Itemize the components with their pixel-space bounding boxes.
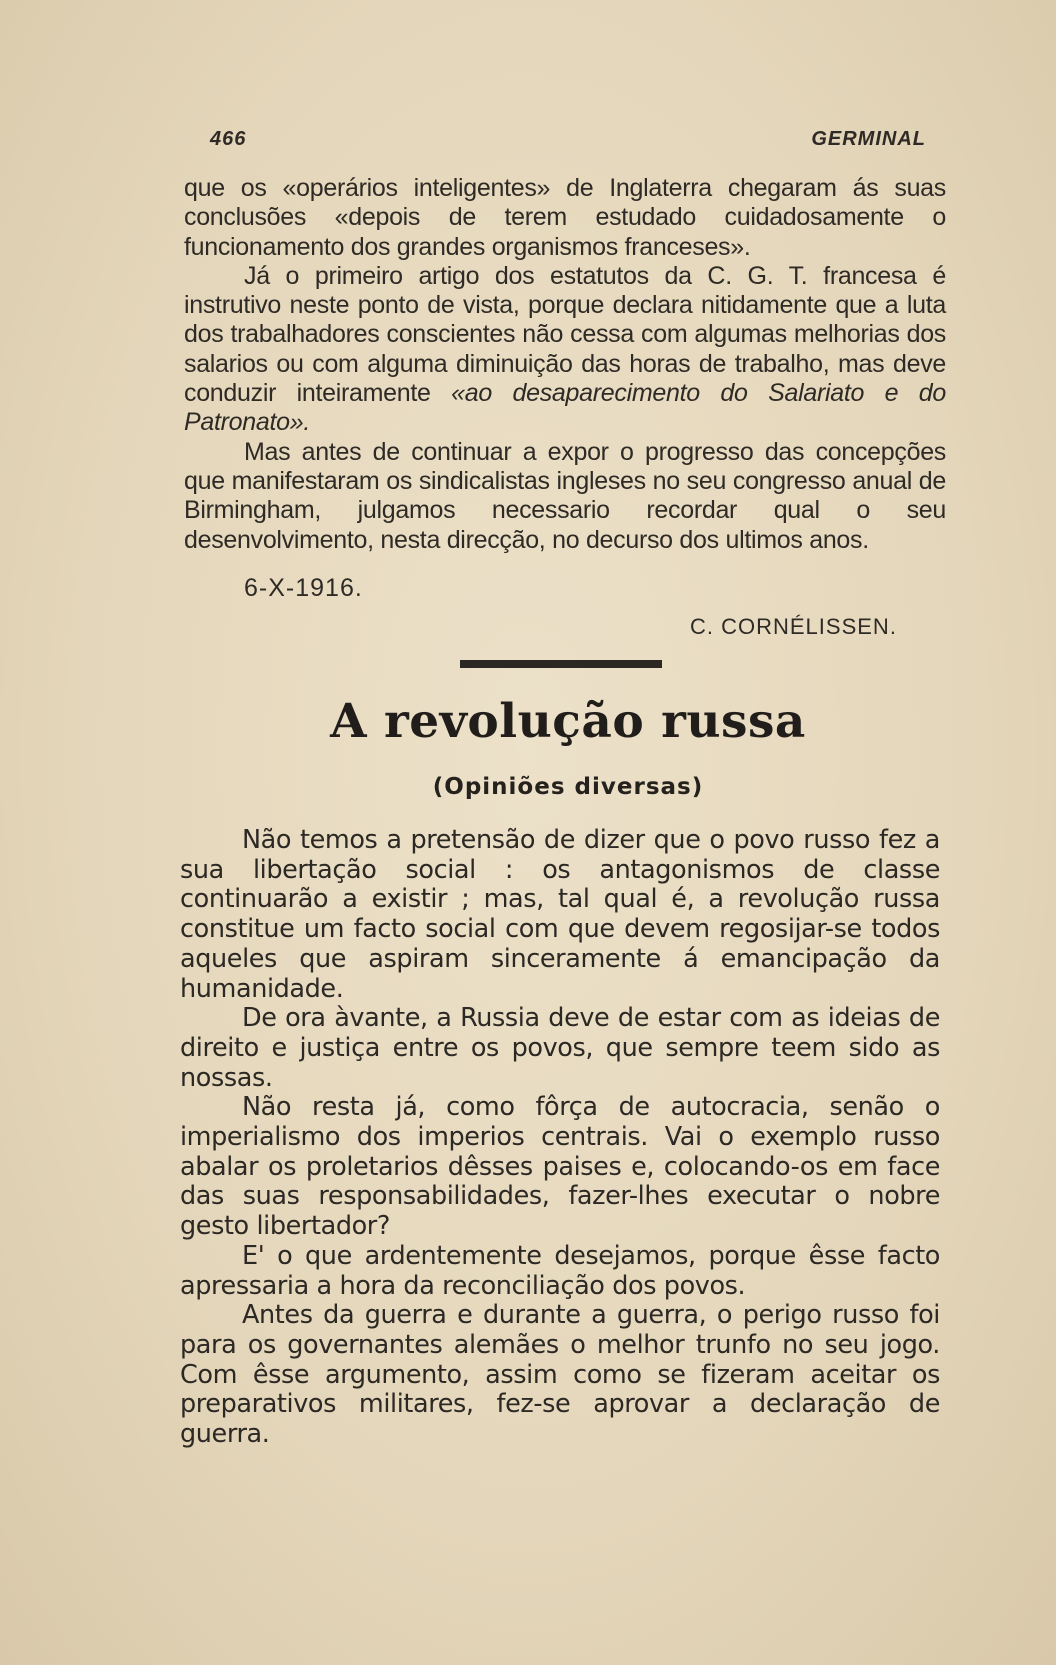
article-body xyxy=(180,826,940,1450)
italic-quote: «ao desaparecimento do Salariato e do Patronato». xyxy=(184,379,946,437)
paragraph: Antes da guerra e durante a guerra, o perigo russo foi para os governantes alemães o melhor trunfo no seu jogo. Com êsse argumento, assim como se fizeram aceitar os preparativos militares, fez-se aprovar a declaração de guerra. xyxy=(180,1300,940,1450)
author-signature: C. CORNÉLISSEN. xyxy=(690,614,897,639)
paragraph: E' o que ardentemente desejamos, porque êsse facto apressaria a hora da reconciliação dos povos. xyxy=(180,1240,940,1301)
running-head xyxy=(210,128,926,156)
paragraph: que os «operários inteligentes» de Inglaterra chegaram ás suas conclusões «depois de terem estudado cuidadosamente o funcionamento dos grandes organismos franceses». xyxy=(184,174,946,261)
paragraph: De ora àvante, a Russia deve de estar com as ideias de direito e justiça entre os povos, que sempre teem sido as nossas. xyxy=(180,1003,940,1093)
paragraph: Não resta já, como fôrça de autocracia, senão o imperialismo dos imperios centrais. Vai o exemplo russo abalar os proletarios dêsses paises e, colocando-os em face das suas responsabilidades, fazer-lhes executar o nobre gesto libertador? xyxy=(180,1092,940,1242)
previous-article-ending xyxy=(184,174,946,555)
paragraph: Mas antes de continuar a expor o progresso das concepções que manifestaram os sindicalistas ingleses no seu congresso anual de Birmingham, julgamos necessario recordar qual o seu desenvolvimento, nesta direcção, no decurso dos ultimos anos. xyxy=(184,437,946,554)
paragraph xyxy=(184,262,946,438)
journal-title: GERMINAL xyxy=(811,128,926,150)
paragraph-text: Já o primeiro artigo dos estatutos da C. G. T. francesa é instrutivo neste ponto de vista, porque declara nitidamente que a luta dos trabalhadores conscientes não cessa com algumas melhorias dos salarios ou com alguma diminuição das horas de trabalho, mas deve conduzir inteiramente xyxy=(184,261,946,408)
paragraph: Não temos a pretensão de dizer que o povo russo fez a sua libertação social : os antagonismos de classe continuarão a existir ; mas, tal qual é, a revolução russa constitue um facto social com que devem regosijar-se todos aqueles que aspiram sinceramente á emancipação da humanidade. xyxy=(180,825,940,1004)
section-divider xyxy=(460,660,662,668)
page-number: 466 xyxy=(210,128,247,150)
article-title: A revolução russa xyxy=(330,694,806,749)
article-subtitle: (Opiniões diversas) xyxy=(432,774,704,800)
dateline: 6-X-1916. xyxy=(244,574,363,602)
